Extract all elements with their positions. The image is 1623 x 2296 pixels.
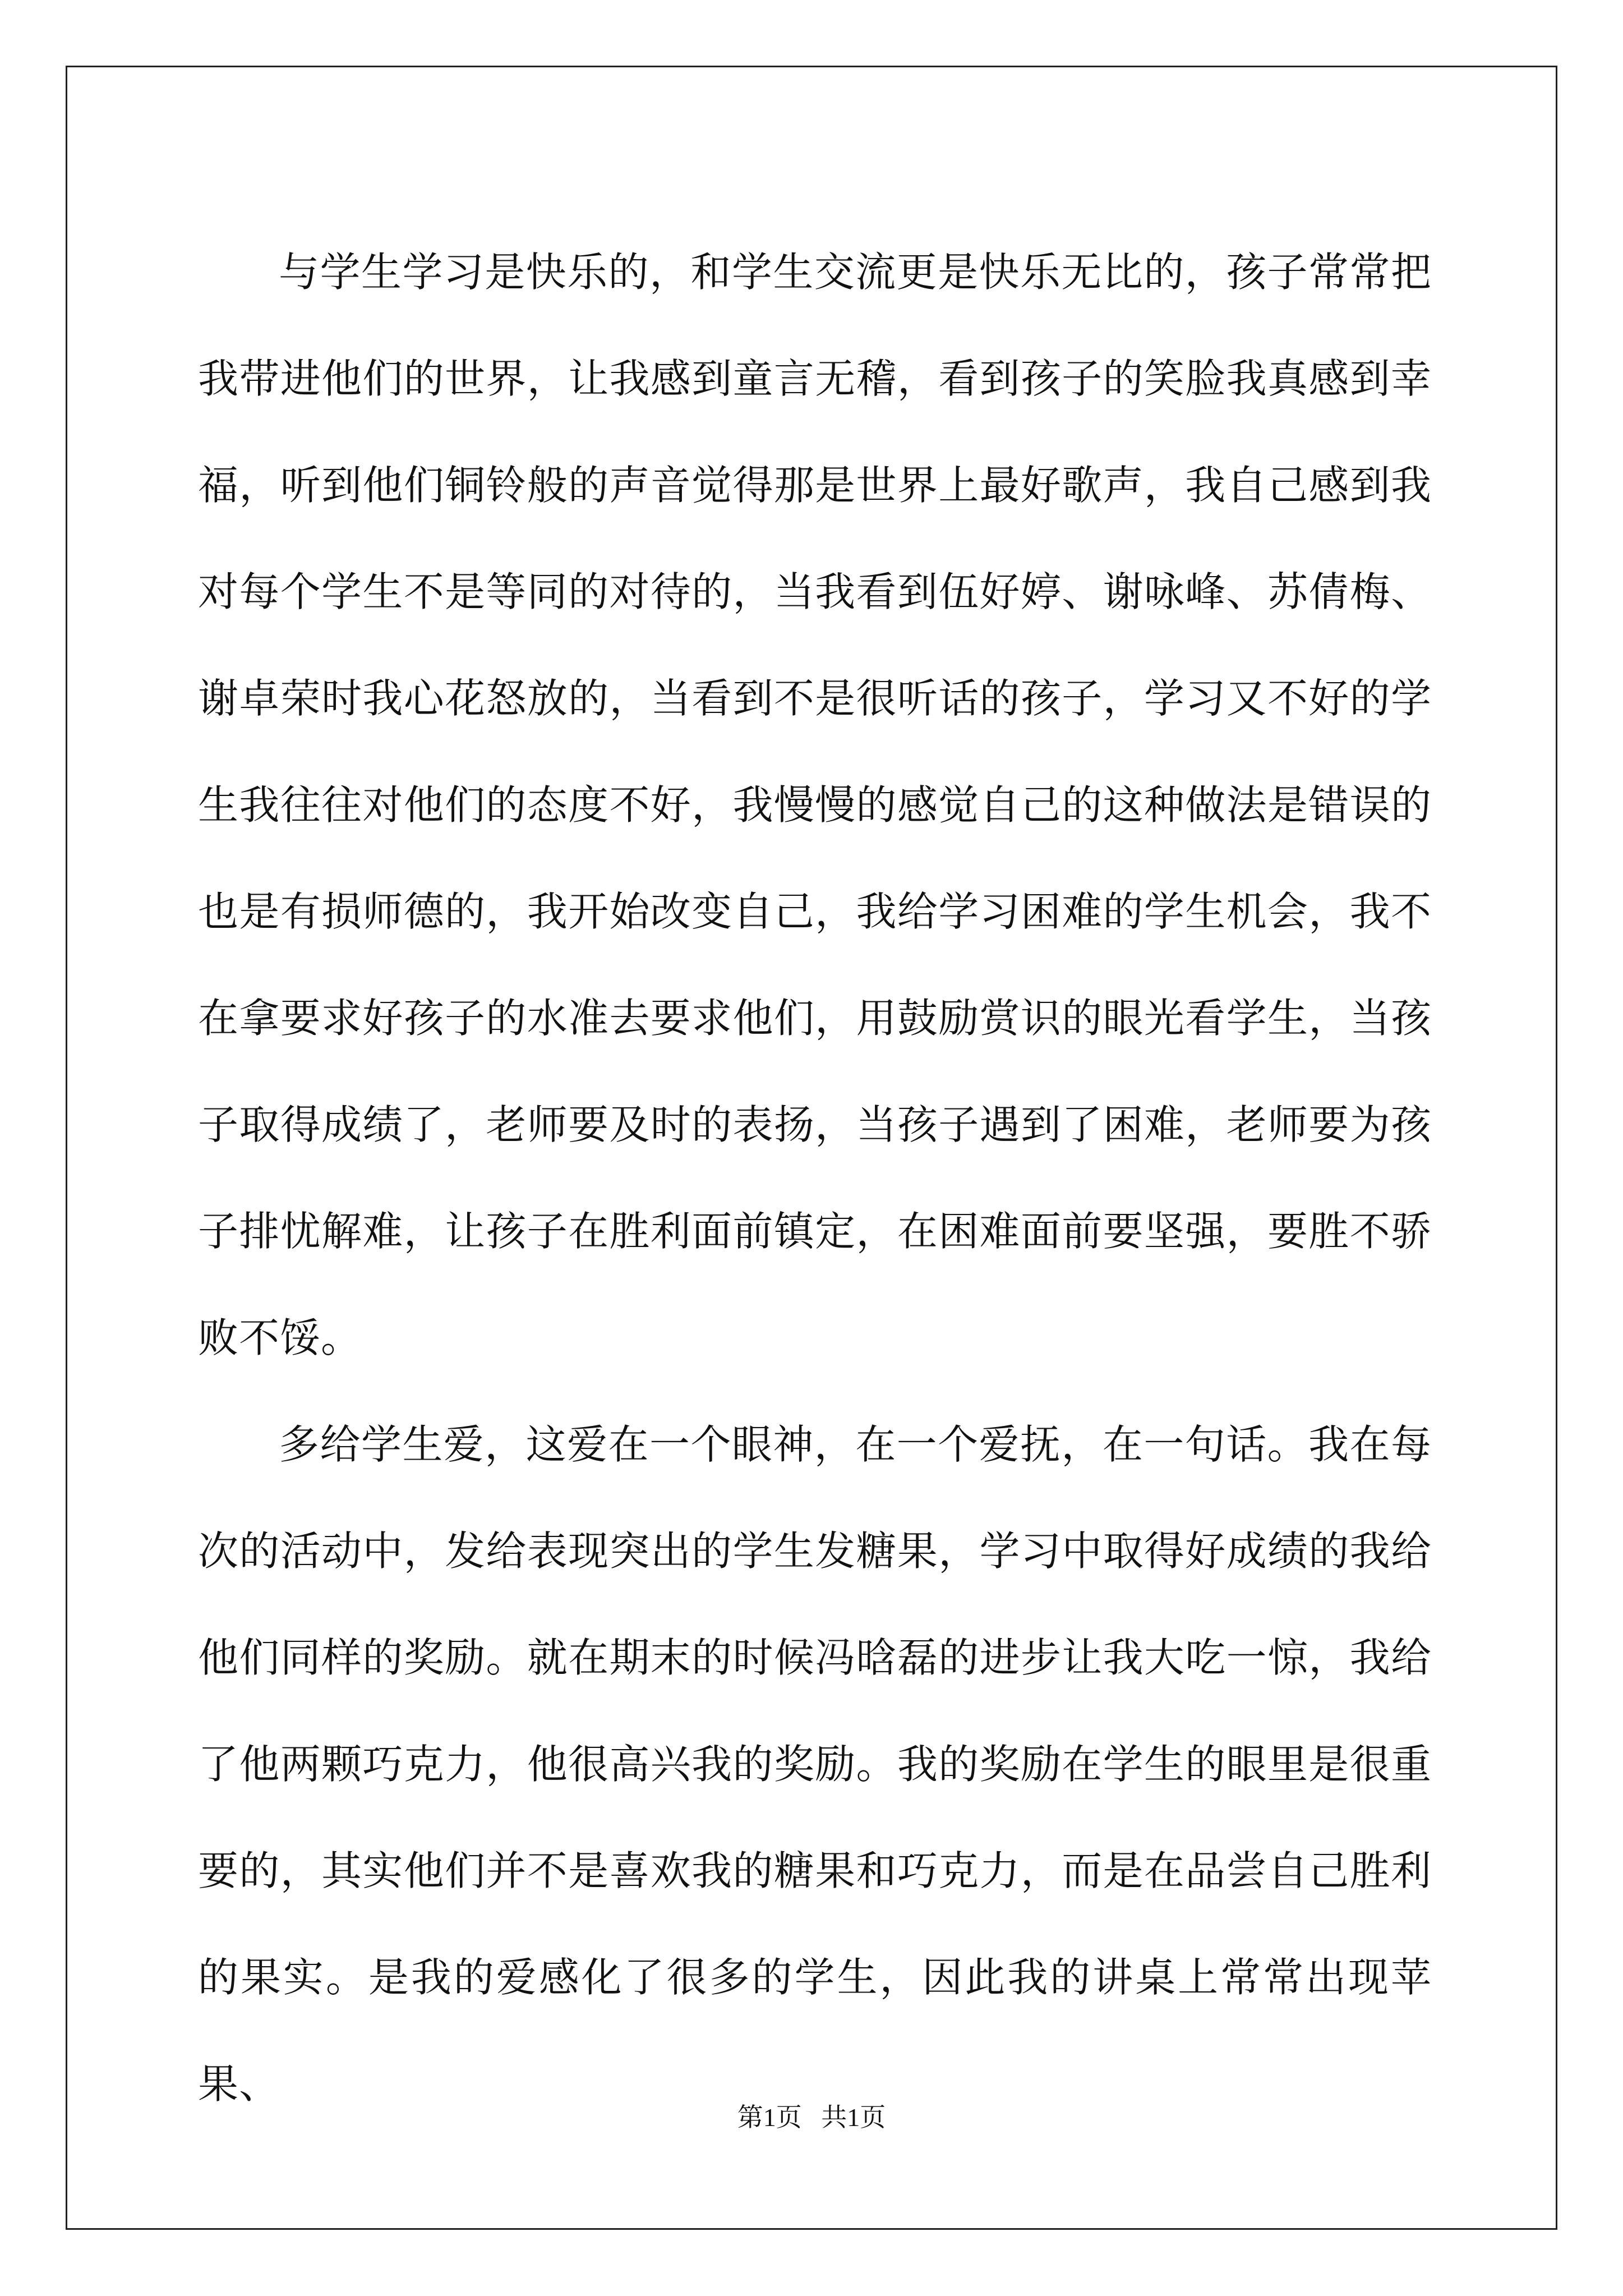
document-body [198,219,1432,2137]
paragraph-1: 与学生学习是快乐的，和学生交流更是快乐无比的，孩子常常把我带进他们的世界，让我感到童言无稽，看到孩子的笑脸我真感到幸福，听到他们铜铃般的声音觉得那是世界上最好歌声，我自己感到我对每个学生不是等同的对待的，当我看到伍好婷、谢咏峰、苏倩梅、谢卓荣时我心花怒放的，当看到不是很听话的孩子，学习又不好的学生我往往对他们的态度不好，我慢慢的感觉自己的这种做法是错误的也是有损师德的，我开始改变自己，我给学习困难的学生机会，我不在拿要求好孩子的水准去要求他们，用鼓励赏识的眼光看学生，当孩子取得成绩了，老师要及时的表扬，当孩子遇到了困难，老师要为孩子排忧解难，让孩子在胜利面前镇定，在困难面前要坚强，要胜不骄败不馁。 [198,249,1432,1361]
paragraph-2: 多给学生爱，这爱在一个眼神，在一个爱抚，在一句话。我在每次的活动中，发给表现突出的学生发糖果，学习中取得好成绩的我给他们同样的奖励。就在期末的时候冯晗磊的进步让我大吃一惊，我给了他两颗巧克力，他很高兴我的奖励。我的奖励在学生的眼里是很重要的，其实他们并不是喜欢我的糖果和巧克力，而是在品尝自己胜利的果实。是我的爱感化了很多的学生，因此我的讲桌上常常出现苹果、 [198,1421,1432,2108]
page-footer: 第1页 共1页 [737,2103,886,2132]
